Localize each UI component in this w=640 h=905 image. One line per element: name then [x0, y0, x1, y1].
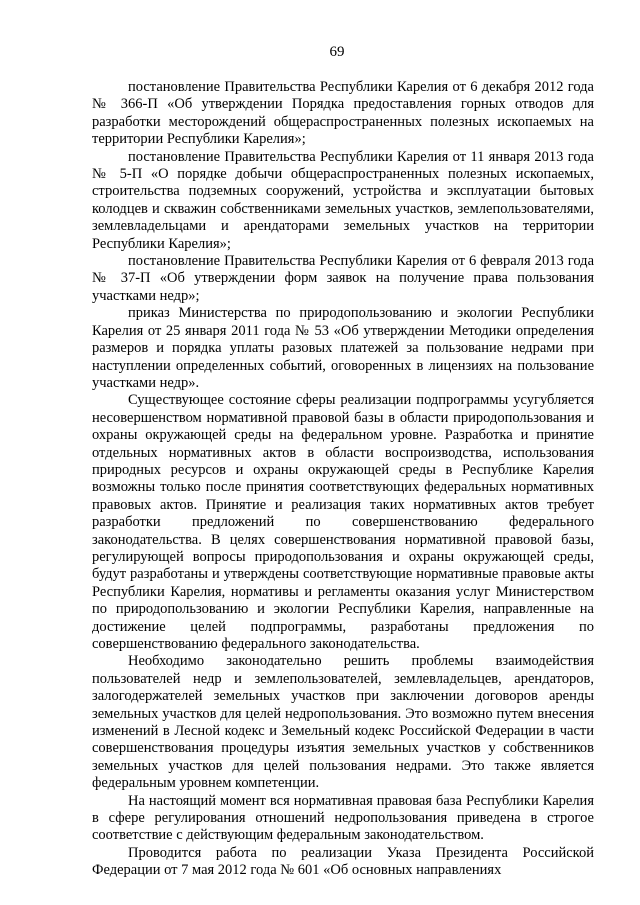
paragraph-4: приказ Министерства по природопользованию и экологии Республики Карелия от 25 января 2011 года № 53 «Об утверждении Методики определения размеров и порядка уплаты разовых платежей за пользование недрами при наступлении определенных событий, оговоренных в лицензиях на пользование участками недр». [92, 305, 594, 391]
page-number: 69 [329, 44, 345, 60]
paragraph-7: На настоящий момент вся нормативная правовая база Республики Карелия в сфере регулирования отношений недропользования приведена в строгое соответствие с действующим федеральным законодательством. [92, 792, 594, 844]
paragraph-2: постановление Правительства Республики Карелия от 11 января 2013 года № 5-П «О порядке добычи общераспространенных полезных ископаемых, строительства подземных сооружений, устройства и эксплуатации бытовых колодцев и скважин собственниками земельных участков, землепользователями, землевладельцами и арендаторами земельных участков на территории Республики Карелия»; [92, 148, 594, 252]
body-text [92, 79, 594, 880]
paragraph-5: Существующее состояние сферы реализации подпрограммы усугубляется несовершенством нормативной правовой базы в области природопользования и охраны окружающей среды на федеральном уровне. Разработка и принятие отдельных нормативных актов в области воспроизводства, использования природных ресурсов и охраны окружающей среды в Республике Карелия возможны только после принятия соответствующих федеральных нормативных правовых актов. Принятие и реализация таких нормативных актов требует разработки предложений по совершенствованию федерального законодательства. В целях совершенствования нормативной правовой базы, регулирующей вопросы природопользования и охраны окружающей среды, будут разработаны и утверждены соответствующие нормативные правовые акты Республики Карелия, нормативы и регламенты оказания услуг Министерством по природопользованию и экологии Республики Карелия, направленные на достижение целей подпрограммы, разработаны предложения по совершенствованию федерального законодательства. [92, 392, 594, 652]
paragraph-1: постановление Правительства Республики Карелия от 6 декабря 2012 года № 366-П «Об утверждении Порядка предоставления горных отводов для разработки месторождений общераспространенных полезных ископаемых на территории Республики Карелия»; [92, 79, 594, 148]
paragraph-8: Проводится работа по реализации Указа Президента Российской Федерации от 7 мая 2012 года № 601 «Об основных направлениях [92, 844, 594, 879]
paragraph-6: Необходимо законодательно решить проблемы взаимодействия пользователей недр и землепользователей, землевладельцев, арендаторов, залогодержателей земельных участков при заключении договоров аренды земельных участков для целей недропользования. Это возможно путем внесения изменений в Лесной кодекс и Земельный кодекс Российской Федерации в части совершенствования процедуры изъятия земельных участков у собственников земельных участков для целей пользования недрами. Это также является федеральным уровнем компетенции. [92, 653, 594, 792]
paragraph-3: постановление Правительства Республики Карелия от 6 февраля 2013 года № 37-П «Об утверждении форм заявок на получение права пользования участками недр»; [92, 253, 594, 304]
